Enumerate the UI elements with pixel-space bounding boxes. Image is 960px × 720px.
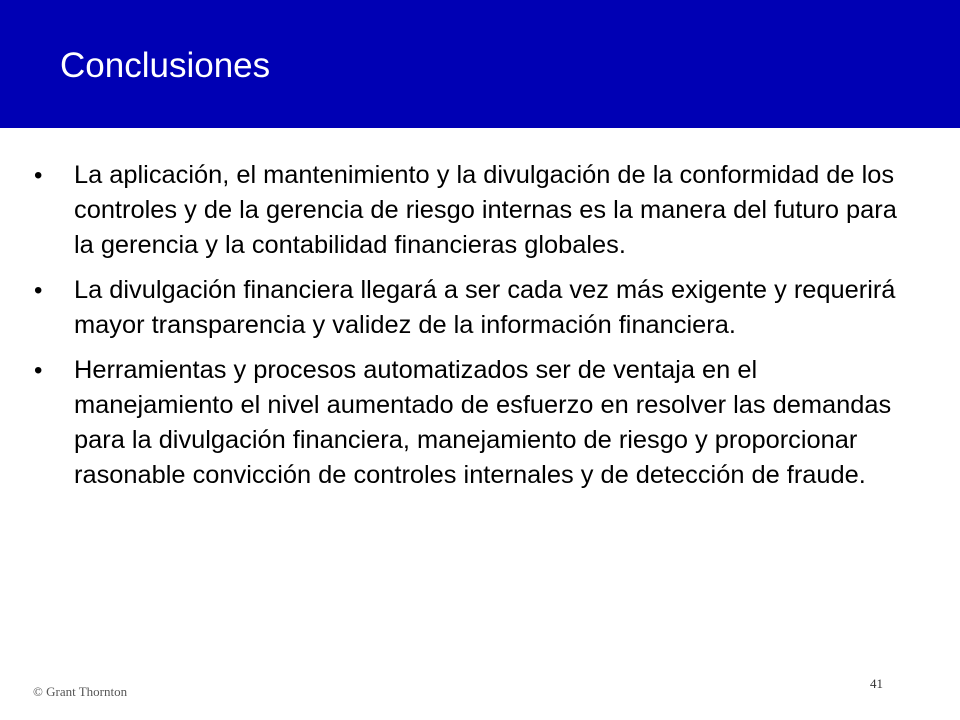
bullet-icon: • [34,277,43,304]
bullet-item [34,353,914,493]
bullet-icon: • [34,162,43,189]
slide-title: Conclusiones [60,46,271,85]
bullet-text: La aplicación, el mantenimiento y la divulgación de la conformidad de los controles y de la gerencia de riesgo internas es la manera del futuro para la gerencia y la contabilidad financieras globales. [74,161,897,259]
bullet-text: La divulgación financiera llegará a ser cada vez más exigente y requerirá mayor transparencia y validez de la información financiera. [74,276,896,339]
title-bar [0,0,960,128]
bullet-item [34,158,914,263]
copyright-footer: © Grant Thornton [33,684,128,699]
bullet-text: Herramientas y procesos automatizados ser de ventaja en el manejamiento el nivel aumentado de esfuerzo en resolver las demandas para la divulgación financiera, manejamiento de riesgo y proporcionar rasonable convicción de controles internales y de detección de fraude. [74,356,892,489]
bullet-icon: • [34,357,43,384]
page-number: 41 [870,676,883,691]
bullet-item [34,273,914,343]
bullet-list [34,158,914,503]
